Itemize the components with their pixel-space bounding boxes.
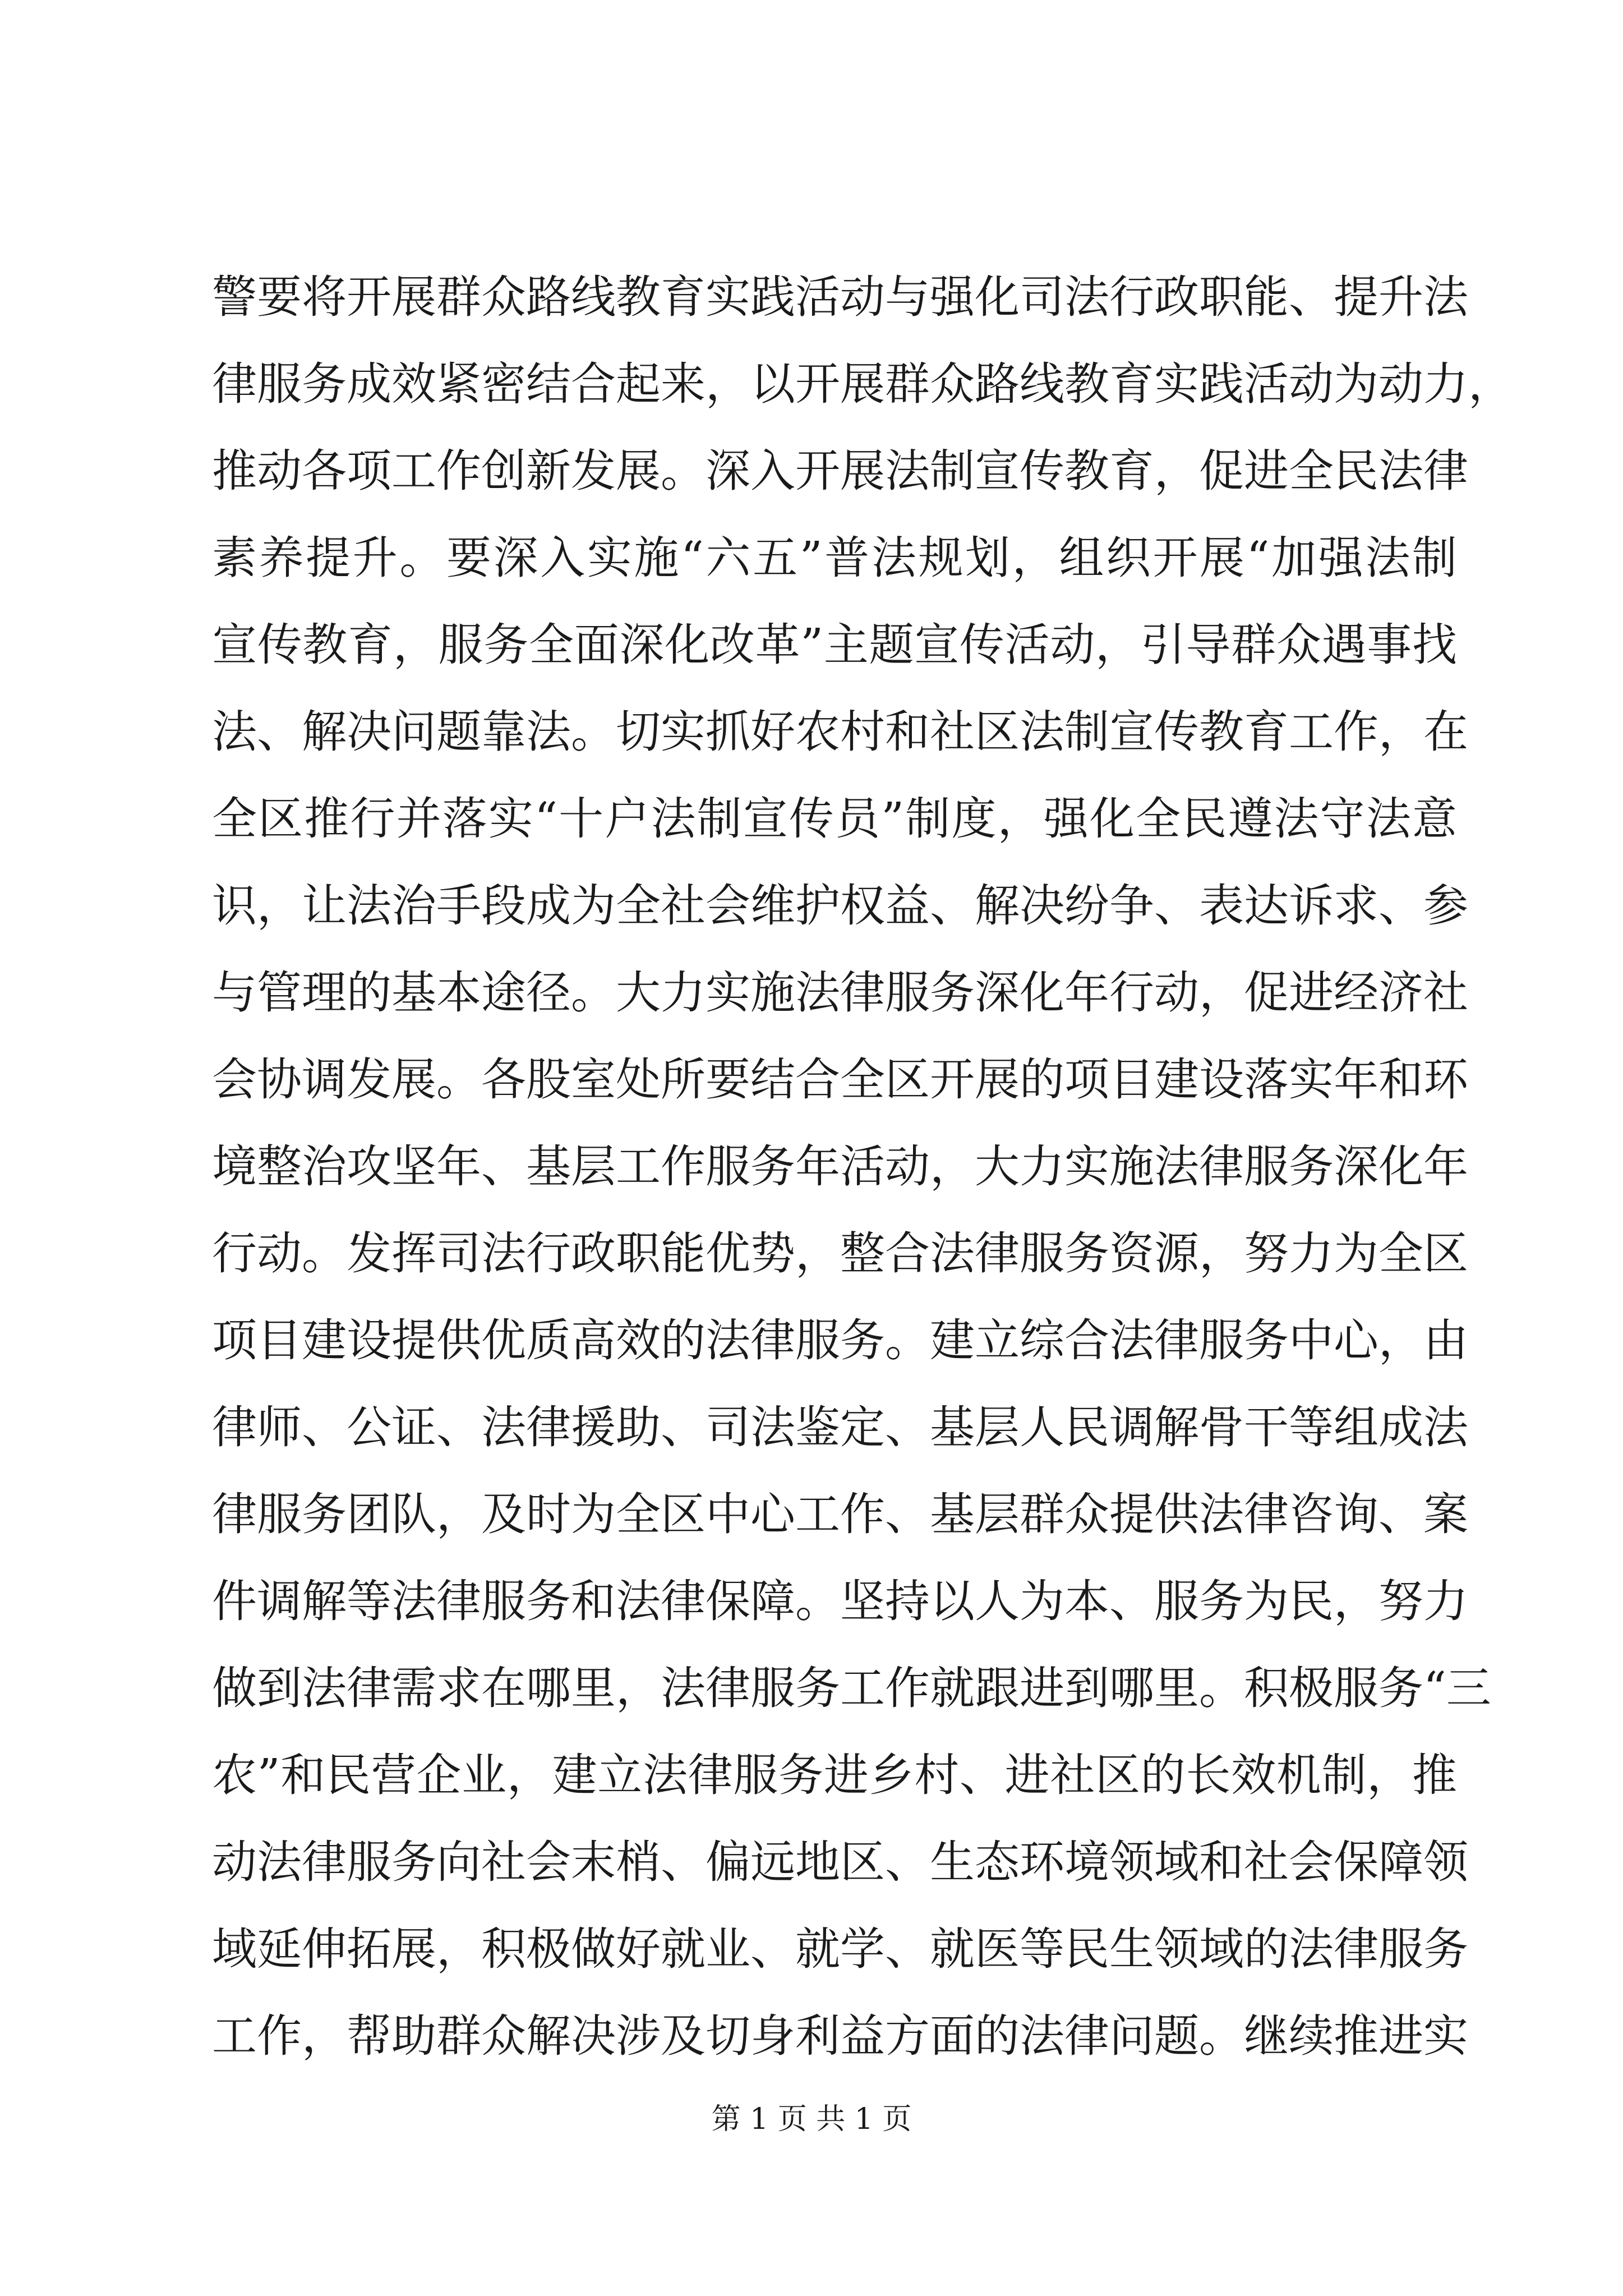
text-line: 警要将开展群众路线教育实践活动与强化司法行政职能、提升法 xyxy=(212,271,1468,323)
text-line: 律师、公证、法律援助、司法鉴定、基层人民调解骨干等组成法 xyxy=(212,1401,1468,1453)
text-line: 推动各项工作创新发展。深入开展法制宣传教育，促进全民法律 xyxy=(212,445,1468,497)
text-line: 与管理的基本途径。大力实施法律服务深化年行动，促进经济社 xyxy=(212,967,1468,1019)
text-line: 宣传教育，服务全面深化改革”主题宣传活动，引导群众遇事找 xyxy=(212,619,1457,671)
text-line: 识，让法治手段成为全社会维护权益、解决纷争、表达诉求、参 xyxy=(212,880,1468,932)
text-line: 会协调发展。各股室处所要结合全区开展的项目建设落实年和环 xyxy=(212,1053,1468,1106)
text-line: 件调解等法律服务和法律保障。坚持以人为本、服务为民，努力 xyxy=(212,1575,1468,1627)
text-line: 法、解决问题靠法。切实抓好农村和社区法制宣传教育工作，在 xyxy=(212,706,1468,758)
body-text xyxy=(212,254,1513,2079)
text-line: 律服务团队，及时为全区中心工作、基层群众提供法律咨询、案 xyxy=(212,1488,1468,1540)
text-line: 项目建设提供优质高效的法律服务。建立综合法律服务中心，由 xyxy=(212,1314,1468,1366)
text-line: 全区推行并落实“十户法制宣传员”制度，强化全民遵法守法意 xyxy=(212,793,1457,845)
text-line: 域延伸拓展，积极做好就业、就学、就医等民生领域的法律服务 xyxy=(212,1923,1468,1975)
text-line: 律服务成效紧密结合起来，以开展群众路线教育实践活动为动力， xyxy=(212,358,1513,410)
text-line: 做到法律需求在哪里，法律服务工作就跟进到哪里。积极服务“三 xyxy=(212,1662,1491,1714)
page-number-label: 第 1 页 共 1 页 xyxy=(711,2102,912,2136)
text-line: 境整治攻坚年、基层工作服务年活动，大力实施法律服务深化年 xyxy=(212,1140,1468,1193)
text-line: 农”和民营企业，建立法律服务进乡村、进社区的长效机制，推 xyxy=(212,1749,1457,1801)
text-line: 素养提升。要深入实施“六五”普法规划，组织开展“加强法制 xyxy=(212,532,1457,584)
text-line: 行动。发挥司法行政职能优势，整合法律服务资源，努力为全区 xyxy=(212,1227,1468,1280)
page-footer xyxy=(0,2097,1623,2142)
text-line: 工作，帮助群众解决涉及切身利益方面的法律问题。继续推进实 xyxy=(212,2010,1468,2062)
text-line: 动法律服务向社会末梢、偏远地区、生态环境领域和社会保障领 xyxy=(212,1836,1468,1888)
